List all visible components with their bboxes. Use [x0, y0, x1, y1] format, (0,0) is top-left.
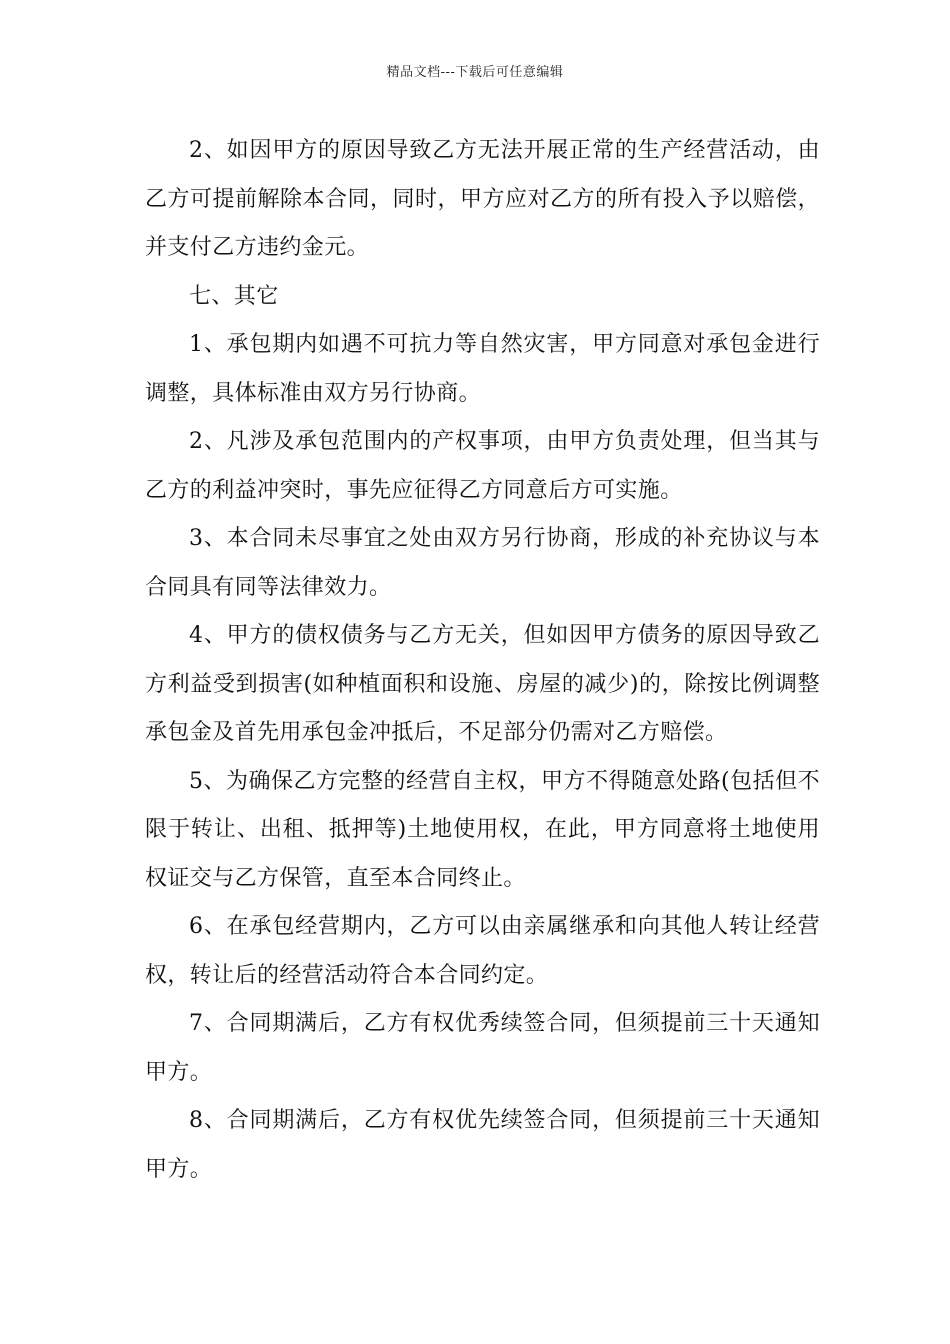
paragraph-penalty-clause: 2、如因甲方的原因导致乙方无法开展正常的生产经营活动，由乙方可提前解除本合同，同时，甲方应对乙方的所有投入予以赔偿，并支付乙方违约金元。 [145, 138, 820, 260]
page-header: 精品文档---下载后可任意编辑 [386, 65, 564, 80]
paragraph-supplementary-agreement: 3、本合同未尽事宜之处由双方另行协商，形成的补充协议与本合同具有同等法律效力。 [145, 526, 820, 600]
section-heading-other: 七、其它 [189, 283, 279, 309]
paragraph-land-use-rights: 5、为确保乙方完整的经营自主权，甲方不得随意处路(包括但不限于转让、出租、抵押等)土地使用权，在此，甲方同意将土地使用权证交与乙方保管，直至本合同终止。 [145, 768, 820, 891]
document-body [145, 127, 820, 1194]
paragraph-renewal-2: 8、合同期满后，乙方有权优先续签合同，但须提前三十天通知甲方。 [145, 1108, 820, 1182]
paragraph-renewal-1: 7、合同期满后，乙方有权优秀续签合同，但须提前三十天通知甲方。 [145, 1011, 820, 1085]
paragraph-force-majeure: 1、承包期内如遇不可抗力等自然灾害，甲方同意对承包金进行调整，具体标准由双方另行协商。 [145, 332, 820, 406]
paragraph-transfer-rights: 6、在承包经营期内，乙方可以由亲属继承和向其他人转让经营权，转让后的经营活动符合本合同约定。 [145, 914, 820, 988]
paragraph-property-rights: 2、凡涉及承包范围内的产权事项，由甲方负责处理，但当其与乙方的利益冲突时，事先应征得乙方同意后方可实施。 [145, 429, 820, 503]
paragraph-debts: 4、甲方的债权债务与乙方无关，但如因甲方债务的原因导致乙方利益受到损害(如种植面积和设施、房屋的减少)的，除按比例调整承包金及首先用承包金冲抵后，不足部分仍需对乙方赔偿。 [145, 623, 820, 745]
